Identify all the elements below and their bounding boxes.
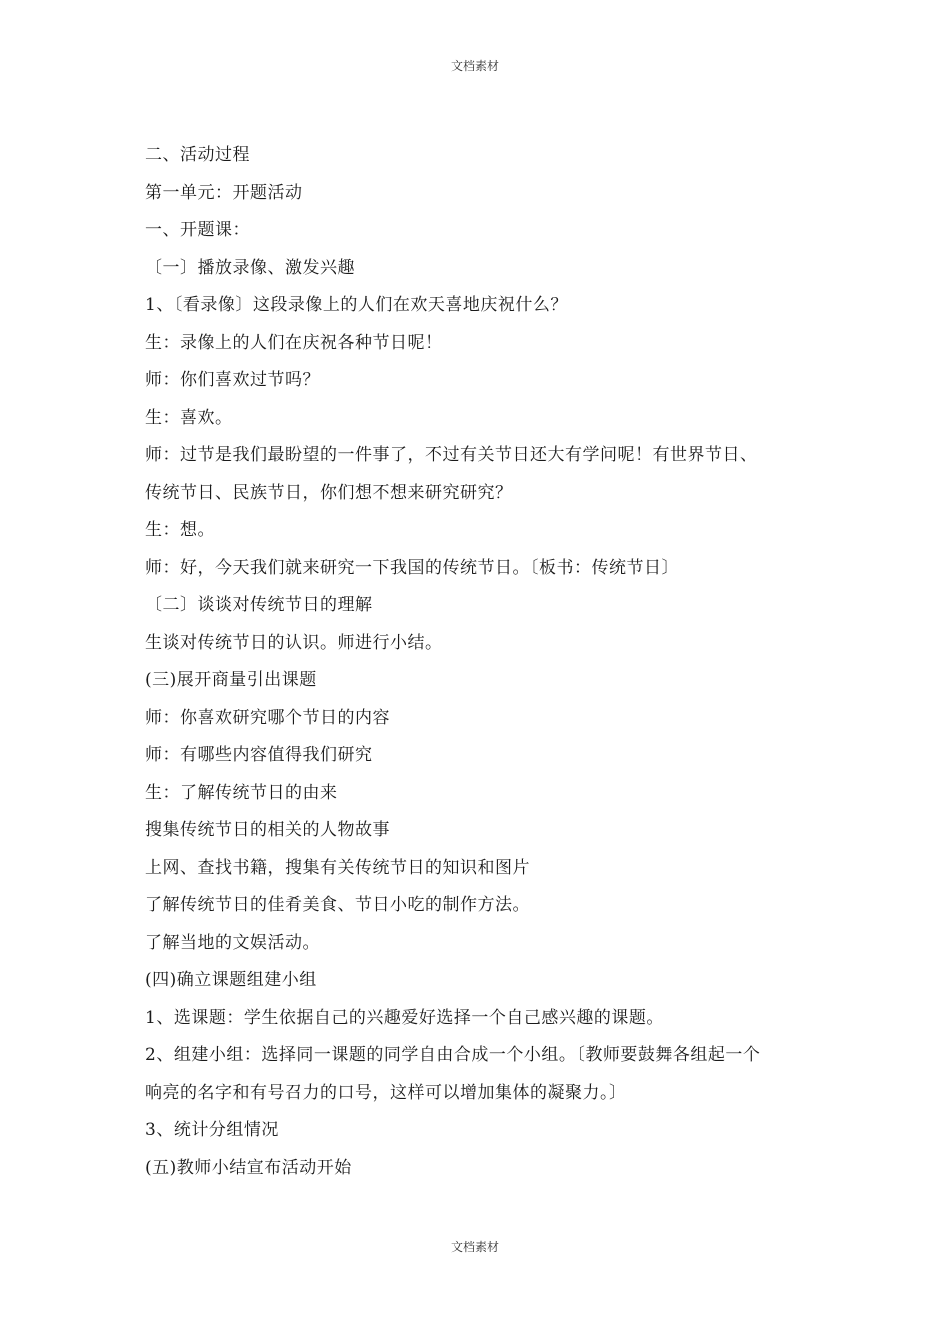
page-footer: 文档素材	[450, 1240, 499, 1254]
paragraph-line: 生：录像上的人们在庆祝各种节日呢！	[145, 332, 443, 353]
paragraph-line: 生谈对传统节日的认识。师进行小结。	[145, 632, 443, 653]
step-heading: (三)展开商量引出课题	[145, 670, 317, 690]
paragraph-line: 生：了解传统节日的由来	[145, 782, 338, 803]
paragraph-line: 1、选课题：学生依据自己的兴趣爱好选择一个自己感兴趣的课题。	[145, 1007, 664, 1028]
paragraph-line: 师：你喜欢研究哪个节日的内容	[145, 707, 390, 728]
step-heading: (四)确立课题组建小组	[145, 970, 317, 990]
paragraph-line: 生：想。	[145, 520, 215, 540]
paragraph-line: 了解传统节日的佳肴美食、节日小吃的制作方法。	[145, 895, 530, 915]
step-heading: (五)教师小结宣布活动开始	[145, 1157, 352, 1178]
paragraph-line: 生：喜欢。	[145, 407, 233, 428]
paragraph-line: 传统节日、民族节日，你们想不想来研究研究？	[145, 482, 513, 503]
paragraph-line: 2、组建小组：选择同一课题的同学自由合成一个小组。〔教师要鼓舞各组起一个	[145, 1045, 761, 1065]
paragraph-line: 上网、查找书籍，搜集有关传统节日的知识和图片	[145, 857, 530, 878]
step-heading: 〔二〕谈谈对传统节日的理解	[145, 595, 373, 615]
paragraph-line: 师：你们喜欢过节吗？	[145, 370, 320, 390]
unit-heading: 第一单元：开题活动	[145, 182, 303, 203]
subsection-heading: 一、开题课：	[145, 220, 250, 240]
paragraph-line: 响亮的名字和有号召力的口号，这样可以增加集体的凝聚力。〕	[145, 1082, 627, 1103]
step-heading: 〔一〕播放录像、激发兴趣	[145, 257, 355, 278]
paragraph-line: 搜集传统节日的相关的人物故事	[145, 820, 390, 840]
paragraph-line: 师：过节是我们最盼望的一件事了，不过有关节日还大有学问呢！有世界节日、	[145, 445, 758, 465]
paragraph-line: 师：有哪些内容值得我们研究	[145, 745, 373, 765]
document-body	[145, 137, 815, 1187]
paragraph-line: 了解当地的文娱活动。	[145, 932, 320, 953]
paragraph-line: 3、统计分组情况	[145, 1120, 279, 1140]
paragraph-line: 师：好，今天我们就来研究一下我国的传统节日。〔板书：传统节日〕	[145, 557, 679, 578]
section-heading: 二、活动过程	[145, 145, 250, 165]
page-header: 文档素材	[450, 59, 499, 73]
paragraph-line: 1、〔看录像〕这段录像上的人们在欢天喜地庆祝什么？	[145, 295, 568, 315]
